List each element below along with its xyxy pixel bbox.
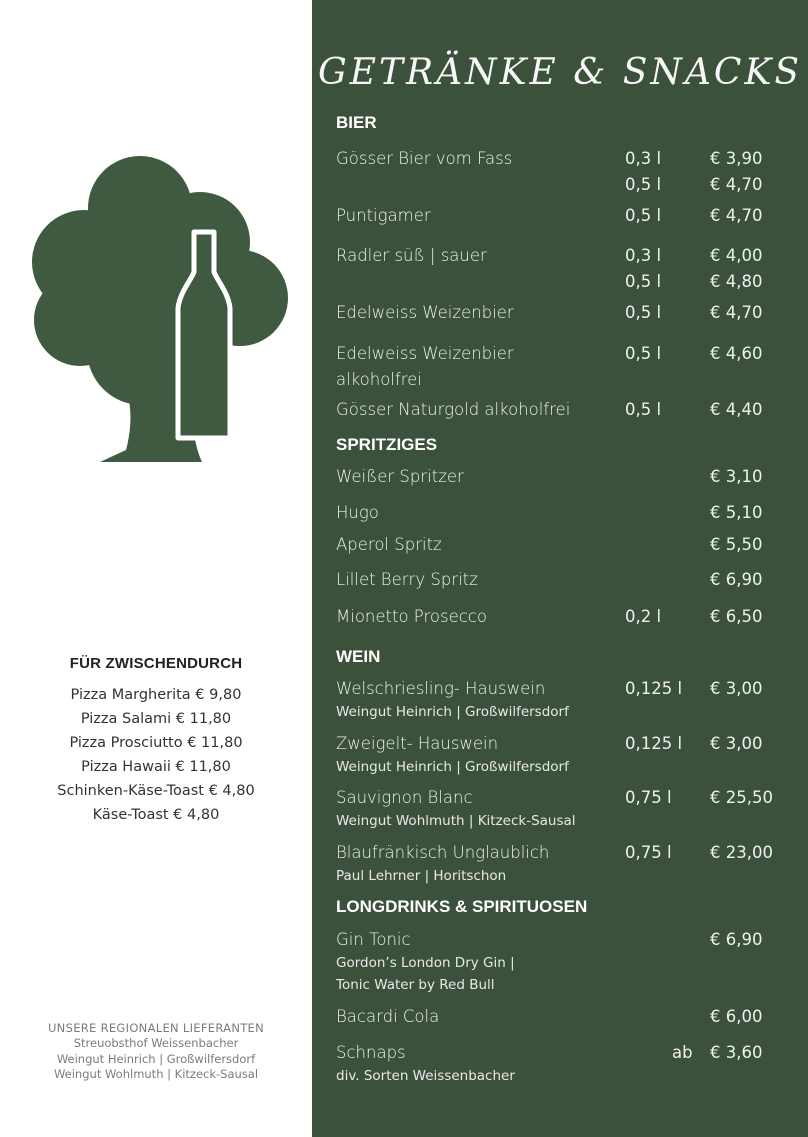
item-name: Blaufränkisch Unglaublich xyxy=(336,843,550,862)
menu-row xyxy=(312,604,808,664)
item-producer: Weingut Heinrich | Großwilfersdorf xyxy=(336,759,569,775)
item-name: Gin Tonic xyxy=(336,930,411,949)
item-price: € 4,70 xyxy=(710,303,763,322)
item-volume: 0,3 l xyxy=(625,246,662,265)
item-name: Schnaps xyxy=(336,1043,406,1062)
item-volume: 0,2 l xyxy=(625,607,662,626)
item-producer: Weingut Wohlmuth | Kitzeck-Sausal xyxy=(336,813,576,829)
item-volume: 0,5 l xyxy=(625,175,662,194)
tree-with-bottle-icon xyxy=(22,150,292,465)
supplier-item: Weingut Wohlmuth | Kitzeck-Sausal xyxy=(53,1067,259,1081)
snack-item: Käse-Toast € 4,80 xyxy=(92,807,220,823)
item-name: Mionetto Prosecco xyxy=(336,607,487,626)
item-price: € 3,10 xyxy=(710,467,763,486)
item-producer: Gordon’s London Dry Gin | xyxy=(336,955,515,971)
item-price: € 4,00 xyxy=(710,246,763,265)
supplier-item: Weingut Heinrich | Großwilfersdorf xyxy=(56,1051,256,1066)
item-price: € 4,40 xyxy=(710,400,763,419)
suppliers-block xyxy=(0,1020,312,1083)
menu-row xyxy=(312,243,808,303)
item-name: Bacardi Cola xyxy=(336,1007,440,1026)
item-name: Aperol Spritz xyxy=(336,535,442,554)
item-price: € 3,60 xyxy=(710,1043,763,1062)
snack-item: Schinken-Käse-Toast € 4,80 xyxy=(57,783,255,799)
item-price: € 5,50 xyxy=(710,535,763,554)
item-volume: 0,3 l xyxy=(625,149,662,168)
item-name: Edelweiss Weizenbier xyxy=(336,303,514,322)
item-price: € 3,90 xyxy=(710,149,763,168)
item-volume: 0,75 l xyxy=(625,843,672,862)
item-price: € 4,70 xyxy=(710,175,763,194)
item-name: Radler süß | sauer xyxy=(336,246,487,265)
item-price: € 5,10 xyxy=(710,503,763,522)
item-price: € 4,70 xyxy=(710,206,763,225)
item-price: € 4,80 xyxy=(710,272,763,291)
item-volume: 0,125 l xyxy=(625,734,683,753)
menu-row xyxy=(312,676,808,736)
item-volume: 0,75 l xyxy=(625,788,672,807)
item-volume: 0,5 l xyxy=(625,303,662,322)
item-price: € 3,00 xyxy=(710,679,763,698)
item-volume: 0,5 l xyxy=(625,272,662,291)
section-heading-longdrinks: LONGDRINKS & SPIRITUOSEN xyxy=(336,897,588,916)
item-name: Edelweiss Weizenbier xyxy=(336,344,514,363)
item-name: Weißer Spritzer xyxy=(336,467,464,486)
snack-item: Pizza Salami € 11,80 xyxy=(80,711,232,727)
item-price: € 3,00 xyxy=(710,734,763,753)
item-volume: 0,125 l xyxy=(625,679,683,698)
item-price: € 6,00 xyxy=(710,1007,763,1026)
item-name: Lillet Berry Spritz xyxy=(336,570,478,589)
item-volume: 0,5 l xyxy=(625,400,662,419)
left-panel xyxy=(0,0,312,1137)
menu-row xyxy=(312,927,808,999)
item-producer: div. Sorten Weissenbacher xyxy=(336,1068,515,1084)
item-name: Hugo xyxy=(336,503,379,522)
item-name: Puntigamer xyxy=(336,206,431,225)
item-price: € 25,50 xyxy=(710,788,773,807)
menu-row xyxy=(312,146,808,206)
item-volume: 0,5 l xyxy=(625,344,662,363)
snack-item: Pizza Hawaii € 11,80 xyxy=(81,759,231,775)
item-price: € 4,60 xyxy=(710,344,763,363)
page-title: GETRÄNKE & SNACKS xyxy=(317,52,803,93)
item-name: Sauvignon Blanc xyxy=(336,788,473,807)
item-producer: Tonic Water by Red Bull xyxy=(336,977,495,993)
item-name: Welschriesling- Hauswein xyxy=(336,679,546,698)
menu-row xyxy=(312,731,808,791)
section-heading-wein: WEIN xyxy=(336,647,381,666)
item-producer: Paul Lehrner | Horitschon xyxy=(336,868,507,884)
item-price: € 6,90 xyxy=(710,930,763,949)
section-heading-bier: BIER xyxy=(336,113,377,132)
item-name: Gösser Bier vom Fass xyxy=(336,149,513,168)
item-price: € 23,00 xyxy=(710,843,773,862)
menu-row xyxy=(312,1040,808,1100)
suppliers-heading: UNSERE REGIONALEN LIEFERANTEN xyxy=(47,1021,265,1035)
item-producer: Weingut Heinrich | Großwilfersdorf xyxy=(336,704,569,720)
item-price: € 6,90 xyxy=(710,570,763,589)
snacks-list xyxy=(0,683,312,827)
item-name: alkoholfrei xyxy=(336,370,422,389)
snacks-heading: FÜR ZWISCHENDURCH xyxy=(69,655,243,672)
section-heading-spritziges: SPRITZIGES xyxy=(336,435,438,454)
menu-panel xyxy=(312,0,808,1137)
menu-row xyxy=(312,840,808,900)
price-prefix: ab xyxy=(672,1043,693,1062)
item-name: Zweigelt- Hauswein xyxy=(336,734,499,753)
item-price: € 6,50 xyxy=(710,607,763,626)
item-volume: 0,5 l xyxy=(625,206,662,225)
menu-row xyxy=(312,785,808,845)
item-name: Gösser Naturgold alkoholfrei xyxy=(336,400,571,419)
snack-item: Pizza Margherita € 9,80 xyxy=(70,687,242,703)
menu-row xyxy=(312,341,808,401)
snack-item: Pizza Prosciutto € 11,80 xyxy=(69,735,243,751)
supplier-item: Streuobsthof Weissenbacher xyxy=(73,1036,239,1050)
